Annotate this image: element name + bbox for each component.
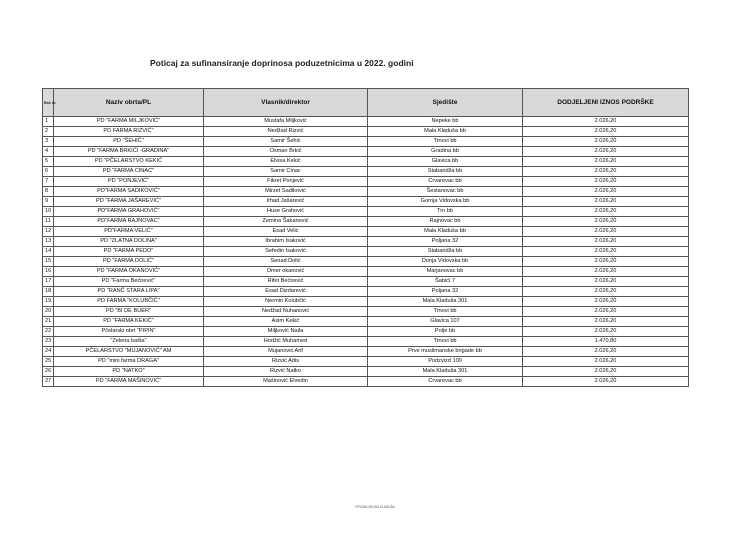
cell-naziv: PD"FARMA VELIĆ"	[54, 227, 204, 237]
cell-vlasnik: Asim Kekić	[204, 317, 368, 327]
table-row	[43, 137, 689, 147]
table-row	[43, 257, 689, 267]
cell-vlasnik: Irhad Jašarević	[204, 197, 368, 207]
cell-rb: 23	[43, 337, 54, 347]
cell-vlasnik: Nedžad Nuhanović	[204, 307, 368, 317]
cell-naziv: PČELARSTVO "MUJANOVIĆ" AM	[54, 347, 204, 357]
cell-iznos: 2.026,20	[523, 377, 689, 387]
cell-rb: 20	[43, 307, 54, 317]
cell-vlasnik: Esad Dizdarević	[204, 287, 368, 297]
cell-iznos: 2.026,20	[523, 307, 689, 317]
table-row	[43, 267, 689, 277]
cell-rb: 27	[43, 377, 54, 387]
table-row	[43, 317, 689, 327]
table-row	[43, 277, 689, 287]
cell-sjediste: Poljana 32	[368, 237, 523, 247]
header-rb: Red. br.	[43, 89, 54, 117]
cell-vlasnik: Elvisa Kekić	[204, 157, 368, 167]
cell-sjediste: Mala Kladuša bb	[368, 227, 523, 237]
cell-rb: 13	[43, 237, 54, 247]
cell-iznos: 2.026,20	[523, 207, 689, 217]
table-row	[43, 187, 689, 197]
cell-naziv: PD "FARMA CINAC"	[54, 167, 204, 177]
table-row	[43, 247, 689, 257]
table-row	[43, 287, 689, 297]
cell-sjediste: Glavica bb	[368, 157, 523, 167]
cell-vlasnik: Zemina Šakanović	[204, 217, 368, 227]
cell-sjediste: Podzvizd 100	[368, 357, 523, 367]
cell-iznos: 2.026,20	[523, 247, 689, 257]
cell-rb: 2	[43, 127, 54, 137]
cell-vlasnik: Rifet Bećirević	[204, 277, 368, 287]
cell-iznos: 2.026,20	[523, 267, 689, 277]
cell-sjediste: Šestanovac bb	[368, 187, 523, 197]
cell-sjediste: Glavica 107	[368, 317, 523, 327]
cell-sjediste: Stabandža bb	[368, 247, 523, 257]
cell-naziv: PD"FARMA RAJNOVAC"	[54, 217, 204, 227]
cell-naziv: PD "FARMA JAŠAREVIĆ"	[54, 197, 204, 207]
cell-rb: 21	[43, 317, 54, 327]
cell-naziv: PD"FARMA SADIKOVIĆ"	[54, 187, 204, 197]
cell-vlasnik: Samir Cinac	[204, 167, 368, 177]
cell-vlasnik: Osman Brkić	[204, 147, 368, 157]
cell-rb: 18	[43, 287, 54, 297]
cell-sjediste: Trnovi bb	[368, 307, 523, 317]
cell-vlasnik: Sefedin Isaković	[204, 247, 368, 257]
cell-rb: 15	[43, 257, 54, 267]
cell-vlasnik: Huse Grahović	[204, 207, 368, 217]
cell-rb: 12	[43, 227, 54, 237]
cell-vlasnik: Omer okanović	[204, 267, 368, 277]
cell-iznos: 2.026,20	[523, 127, 689, 137]
table-row	[43, 127, 689, 137]
cell-iznos: 2.026,20	[523, 117, 689, 127]
cell-rb: 25	[43, 357, 54, 367]
cell-rb: 26	[43, 367, 54, 377]
cell-vlasnik: Fikret Ponjević	[204, 177, 368, 187]
cell-rb: 7	[43, 177, 54, 187]
cell-vlasnik: Mujanović Arif	[204, 347, 368, 357]
table-row	[43, 337, 689, 347]
cell-iznos: 2.026,20	[523, 237, 689, 247]
header-sjediste: Sjedište	[368, 89, 523, 117]
header-naziv: Naziv obrta/PL	[54, 89, 204, 117]
table-header-row	[43, 89, 689, 117]
table-row	[43, 207, 689, 217]
cell-vlasnik: Nermin Kolubčić	[204, 297, 368, 307]
table-row	[43, 357, 689, 367]
cell-iznos: 2.026,20	[523, 357, 689, 367]
cell-iznos: 2.026,20	[523, 157, 689, 167]
cell-iznos: 2.026,20	[523, 227, 689, 237]
cell-vlasnik: Mirzet Sadiković	[204, 187, 368, 197]
cell-naziv: PD FARMA RIZVIĆ"	[54, 127, 204, 137]
cell-rb: 14	[43, 247, 54, 257]
cell-iznos: 2.026,20	[523, 297, 689, 307]
cell-iznos: 2.026,20	[523, 197, 689, 207]
cell-sjediste: Gradina bb	[368, 147, 523, 157]
header-vlasnik: Vlasnik/direktor	[204, 89, 368, 117]
cell-sjediste: Mala Kladuša 301	[368, 367, 523, 377]
table-row	[43, 307, 689, 317]
cell-vlasnik: Rizvić Natko	[204, 367, 368, 377]
cell-rb: 19	[43, 297, 54, 307]
cell-rb: 22	[43, 327, 54, 337]
cell-vlasnik: Hodžić Muhamed	[204, 337, 368, 347]
table-row	[43, 327, 689, 337]
table-row	[43, 227, 689, 237]
cell-naziv: PD "NATKO"	[54, 367, 204, 377]
cell-sjediste: Šabići 7	[368, 277, 523, 287]
cell-sjediste: Marjanovac bb	[368, 267, 523, 277]
cell-vlasnik: Mustafa Miljković	[204, 117, 368, 127]
cell-sjediste: Trn bb	[368, 207, 523, 217]
cell-sjediste: Crvarevac bb	[368, 177, 523, 187]
cell-iznos: 2.026,20	[523, 277, 689, 287]
document-title: Poticaj za sufinansiranje doprinosa poduzetnicima u 2022. godini	[150, 58, 414, 68]
cell-naziv: PD "FARMA MAŠINOVIĆ"	[54, 377, 204, 387]
footer-text: OPĆINA VELIKA KLADUŠA	[355, 505, 395, 509]
cell-sjediste: Stabandža bb	[368, 167, 523, 177]
cell-rb: 8	[43, 187, 54, 197]
cell-iznos: 2.026,20	[523, 137, 689, 147]
cell-vlasnik: Miljković Naila	[204, 327, 368, 337]
cell-naziv: PD "FARMA OKANOVIĆ"	[54, 267, 204, 277]
cell-vlasnik: Rizvić Adis	[204, 357, 368, 367]
cell-rb: 3	[43, 137, 54, 147]
cell-sjediste: Trnovi bb	[368, 337, 523, 347]
cell-iznos: 2.026,20	[523, 317, 689, 327]
cell-sjediste: Trnovi bb	[368, 137, 523, 147]
table-row	[43, 297, 689, 307]
cell-rb: 10	[43, 207, 54, 217]
cell-naziv: PD "ZLATNA DOLINA"	[54, 237, 204, 247]
cell-naziv: PD FARMA "KOLUBČIĆ"	[54, 297, 204, 307]
cell-rb: 4	[43, 147, 54, 157]
cell-naziv: PD "FARMA KEKIĆ"	[54, 317, 204, 327]
cell-naziv: PD "PČELARSTVO KEKIĆ	[54, 157, 204, 167]
cell-sjediste: Mala Kladuša 301	[368, 297, 523, 307]
table-row	[43, 167, 689, 177]
cell-iznos: 2.026,20	[523, 327, 689, 337]
cell-naziv: PD "FARMA BRKIĆI -GRADINA"	[54, 147, 204, 157]
cell-iznos: 2.026,20	[523, 287, 689, 297]
cell-rb: 11	[43, 217, 54, 227]
table-row	[43, 217, 689, 227]
cell-rb: 5	[43, 157, 54, 167]
table-body	[43, 117, 689, 387]
table-row	[43, 197, 689, 207]
cell-rb: 16	[43, 267, 54, 277]
cell-iznos: 2.026,20	[523, 257, 689, 267]
cell-rb: 24	[43, 347, 54, 357]
cell-naziv: PD "Farma Bećirević"	[54, 277, 204, 287]
cell-rb: 1	[43, 117, 54, 127]
cell-rb: 17	[43, 277, 54, 287]
cell-naziv: PD "RANČ STARA LIPA"	[54, 287, 204, 297]
cell-iznos: 2.026,20	[523, 147, 689, 157]
cell-sjediste: Prve muslimanske brigade bb	[368, 347, 523, 357]
cell-naziv: PD "FARMA DOLIĆ"	[54, 257, 204, 267]
table-row	[43, 347, 689, 357]
cell-vlasnik: Samir Šehić	[204, 137, 368, 147]
table-row	[43, 237, 689, 247]
cell-iznos: 2.026,20	[523, 177, 689, 187]
cell-sjediste: Mala Kladuša bb	[368, 127, 523, 137]
cell-naziv: PD "FARMA MILJKOVIĆ"	[54, 117, 204, 127]
cell-naziv: PD "mini farma DRAGA"	[54, 357, 204, 367]
cell-naziv: PD "PONJEVIĆ"	[54, 177, 204, 187]
support-table	[42, 88, 689, 387]
cell-naziv: PD "ŠEHIĆ"	[54, 137, 204, 147]
cell-vlasnik: Ibrahim Isaković	[204, 237, 368, 247]
header-iznos: DODJELJENI IZNOS PODRŠKE	[523, 89, 689, 117]
cell-sjediste: Gornja Vidovska bb	[368, 197, 523, 207]
cell-iznos: 2.026,20	[523, 217, 689, 227]
cell-vlasnik: Esad Velić	[204, 227, 368, 237]
cell-iznos: 2.026,20	[523, 167, 689, 177]
cell-sjediste: Donja Vidovska bb	[368, 257, 523, 267]
table-row	[43, 367, 689, 377]
cell-rb: 6	[43, 167, 54, 177]
cell-iznos: 2.026,20	[523, 367, 689, 377]
cell-sjediste: Crvarevac bb	[368, 377, 523, 387]
table-row	[43, 177, 689, 187]
table-row	[43, 117, 689, 127]
cell-sjediste: Nepeke bb	[368, 117, 523, 127]
cell-sjediste: Rajnovac bb	[368, 217, 523, 227]
cell-vlasnik: Senad Dolić	[204, 257, 368, 267]
cell-naziv: "Zelena bašta"	[54, 337, 204, 347]
cell-iznos: 1.470,80	[523, 337, 689, 347]
table-row	[43, 157, 689, 167]
cell-iznos: 2.026,20	[523, 187, 689, 197]
cell-vlasnik: Nedžad Rizvić	[204, 127, 368, 137]
cell-naziv: PD"FARMA GRAHOVIĆ"	[54, 207, 204, 217]
cell-sjediste: Poljana 32	[368, 287, 523, 297]
table-row	[43, 147, 689, 157]
cell-vlasnik: Mašinović Elvedin	[204, 377, 368, 387]
cell-rb: 9	[43, 197, 54, 207]
cell-naziv: PD "FARMA PEDO"	[54, 247, 204, 257]
cell-sjediste: Polje bb	[368, 327, 523, 337]
table-row	[43, 377, 689, 387]
cell-naziv: PD "BI DE BUER"	[54, 307, 204, 317]
cell-naziv: Pčelarski obrt "PIPIN"	[54, 327, 204, 337]
cell-iznos: 2.026,20	[523, 347, 689, 357]
